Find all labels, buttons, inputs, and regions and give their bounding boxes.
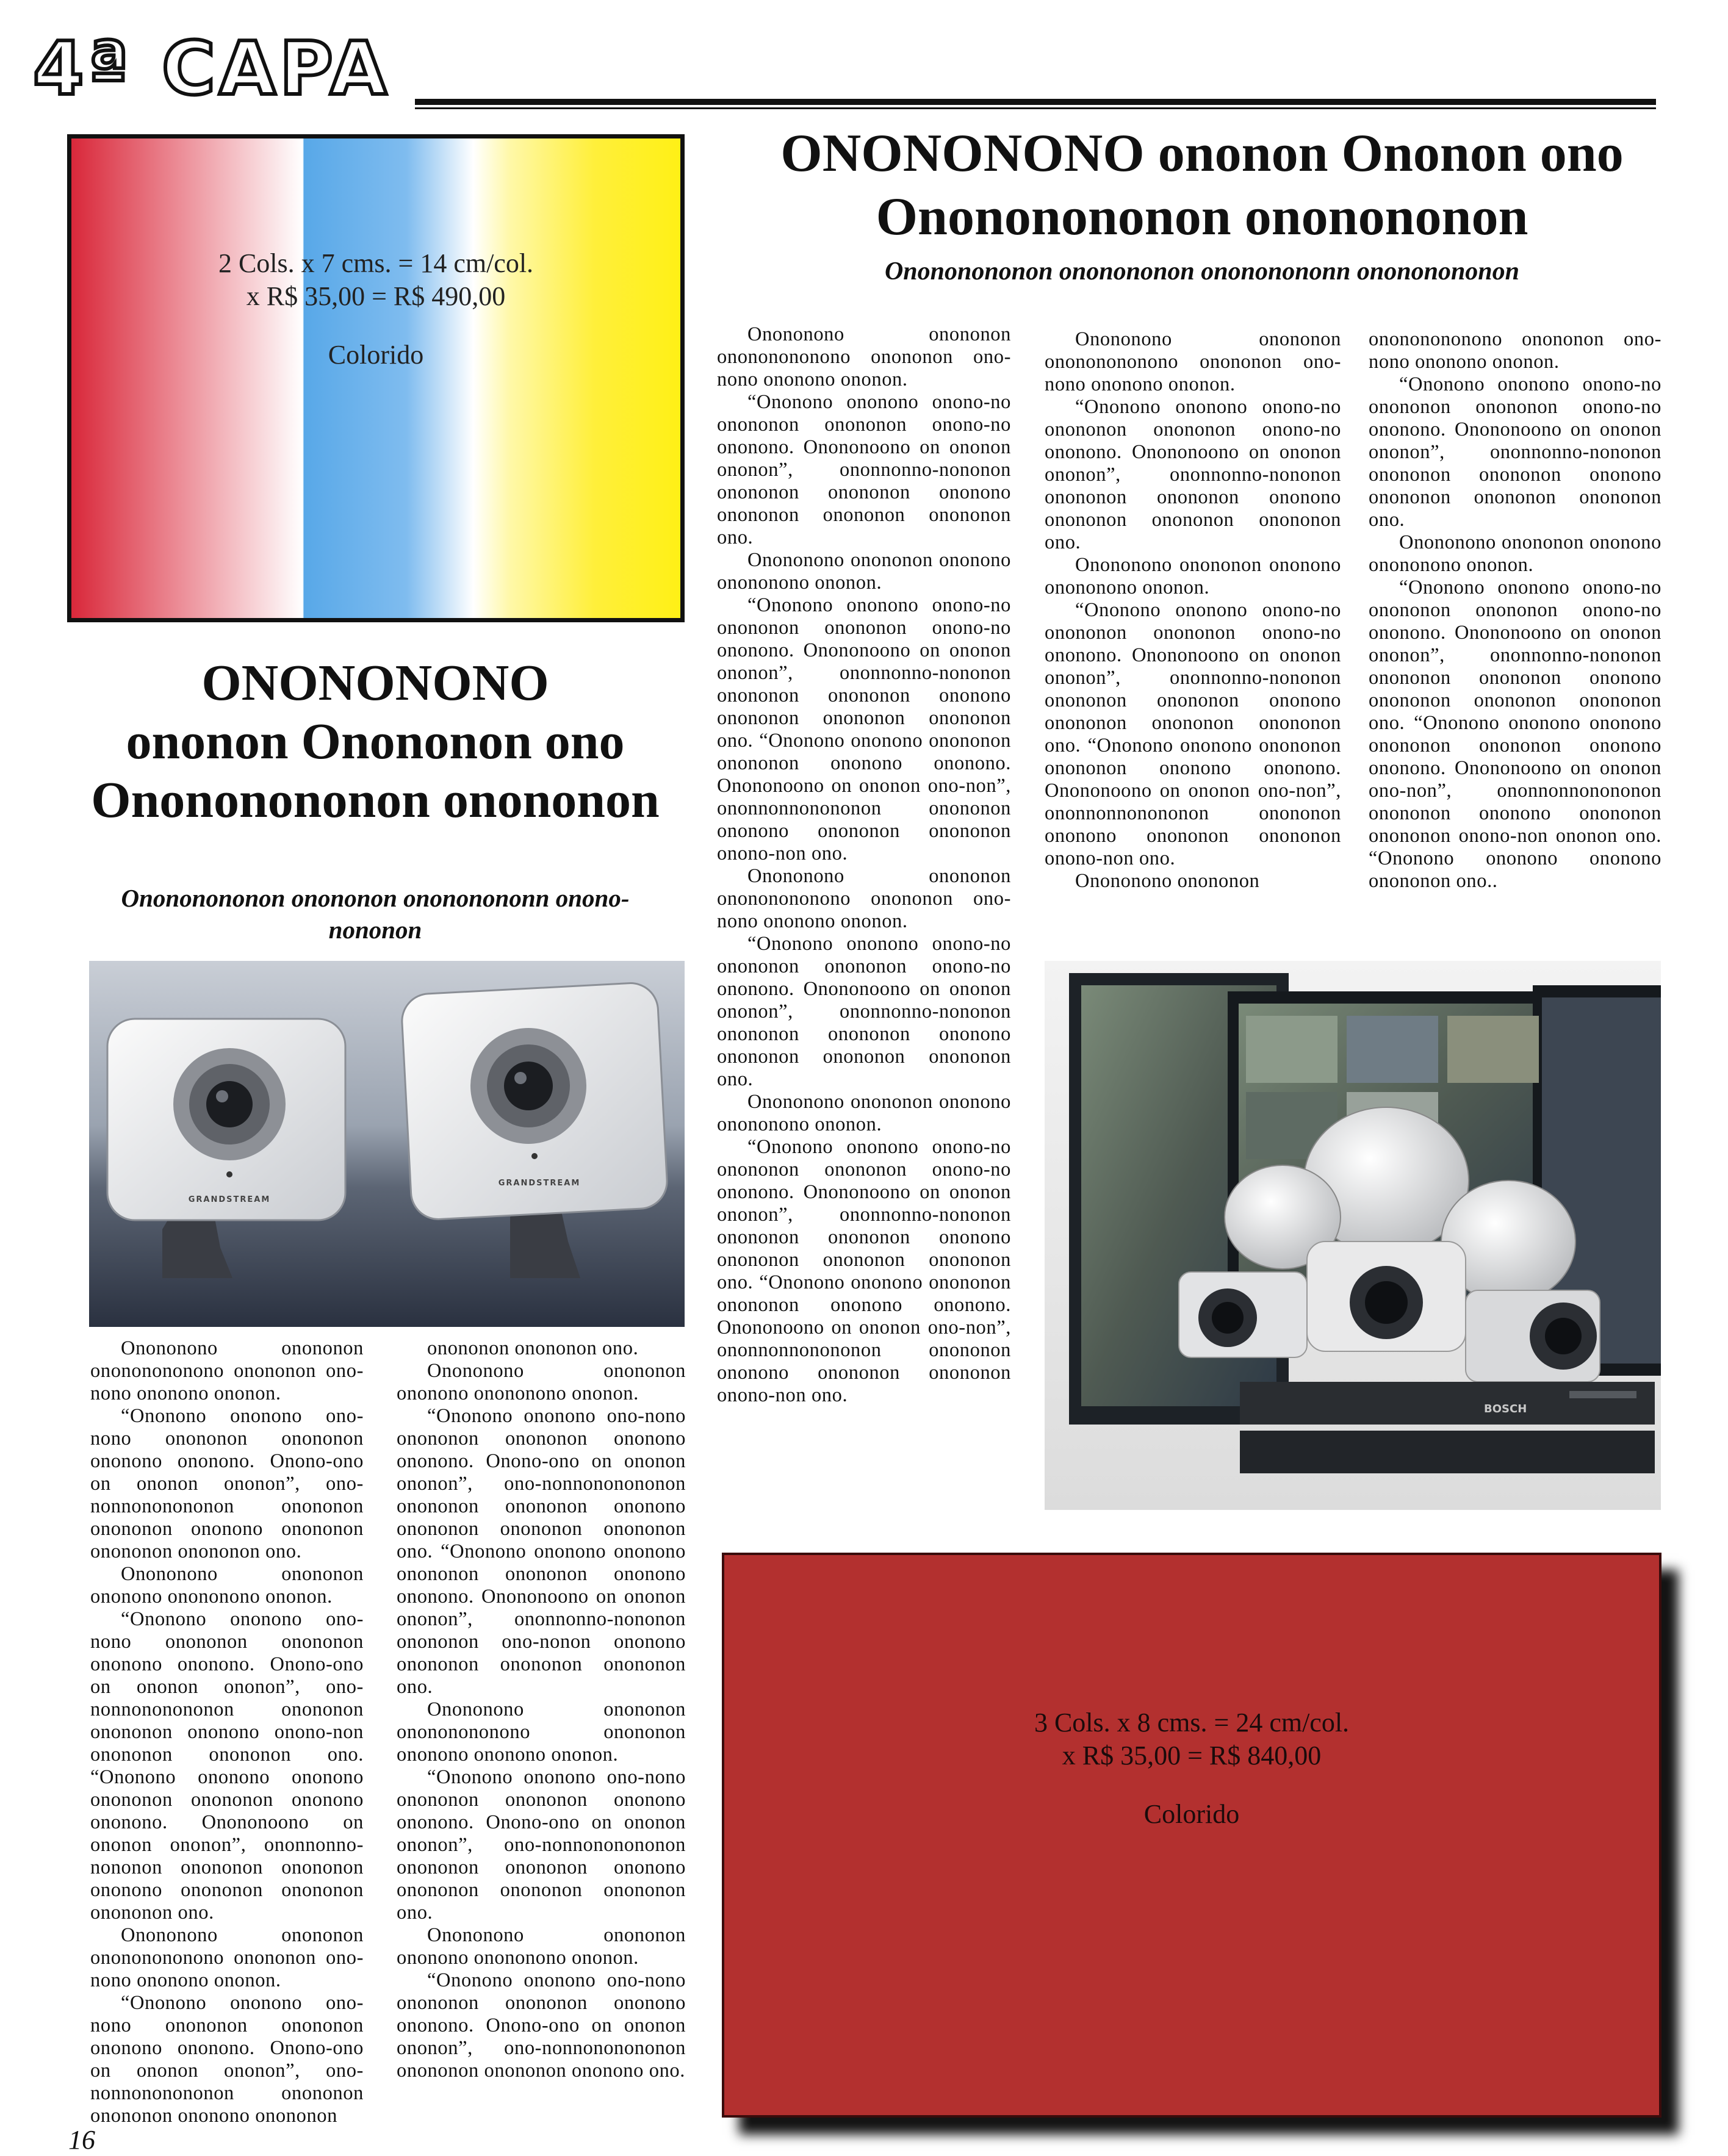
- subtitle-line: Onononononon onononon onononononn onono-: [121, 884, 630, 912]
- article-headline-right: [720, 122, 1684, 249]
- paragraph: Onononono onononon: [1075, 870, 1260, 892]
- headline-line: Onononononon ononononon: [876, 187, 1528, 246]
- paragraph: “Ononono ononono onono-no onononon onononon onono-no ononono. Onononoono on ononon ononon”, ononnonno-nononon onononon onononon ononono onononon onononon onononon ono.: [1369, 373, 1661, 531]
- paragraph: “Ononono ononono ono-nono onononon onononon ononono ononono. Onono-ono on ononon ononon”, ono-nonnononononon onononon onononon ononono ono.: [397, 1969, 686, 2082]
- ad-size-text: 3 Cols. x 8 cms. = 24 cm/col.: [1034, 1708, 1350, 1737]
- paragraph: “Ononono ononono ono-nono onononon onononon ononono ononono. Onono-ono on ononon ononon”, ono-nonnononononon onononon onononon ononono onononon onononon onononon ono.: [90, 1405, 364, 1562]
- photo-webcams: [89, 961, 685, 1327]
- paragraph: “Ononono ononono onono-no onononon onononon onono-no ononono. Onononoono on ononon ononon”, ononnonno-nononon onononon onononon ononono onononon onononon onononon ono.: [1045, 396, 1341, 553]
- paragraph: onononon onononon ono.: [427, 1337, 639, 1359]
- paragraph: Onononono onononon onononononono onononon ono-nono ononono ononon.: [717, 865, 1011, 932]
- paragraph: “Ononono ononono ono-nono onononon onononon ononono ononono. Onono-ono on ononon ononon”, ono-nonnononononon onononon onononon ononono onononon onononon onononon ono.: [397, 1766, 686, 1924]
- paragraph: Onononono onononon ononono onononono ononon.: [397, 1924, 686, 1969]
- article-subtitle-right: Onononononon ononononon onononononn onononononon: [884, 257, 1520, 286]
- paragraph: Onononono onononon onononononono onononon ono-nono ononono ononon.: [717, 323, 1011, 390]
- paragraph: Onononono onononon onononononono onononon ononono ononono ononon.: [397, 1698, 686, 1766]
- ad-color-text: Colorido: [1143, 1799, 1240, 1829]
- paragraph: “Ononono ononono onono-no onononon onononon onono-no ononono. Onononoono on ononon ononon”, ononnonno-nononon onononon onononon ononono onononon onononon onononon ono. “Ononono ononono onononon onononon ononono ononono. Onononoono on ononon ono-non”, ononnonnonononon onononon ononono onononon onononon onono-non ono.: [1045, 599, 1341, 869]
- headline-line: ONONONONO: [201, 655, 549, 711]
- ad-placeholder-top: [67, 134, 685, 622]
- header-rule: [415, 99, 1656, 105]
- body-column: [90, 1337, 364, 2127]
- header-rule-thin: [415, 107, 1656, 109]
- paragraph: Onononono onononon ononono onononono ononon.: [1369, 531, 1661, 576]
- paragraph: Onononono onononon ononono onononono ononon.: [717, 1091, 1011, 1135]
- ad-placeholder-bottom: [722, 1553, 1661, 2118]
- body-column: [397, 1337, 686, 2082]
- ad-size-text: 2 Cols. x 7 cms. = 14 cm/col.: [218, 248, 534, 278]
- brand-label: GRANDSTREAM: [188, 1195, 271, 1204]
- paragraph: Onononono onononon onononononono onononon ono-nono ononono ononon.: [90, 1337, 364, 1404]
- body-column: [1369, 328, 1661, 893]
- paragraph: onononononono onononon ono-nono ononono ononon.: [1369, 328, 1661, 373]
- page-number: 16: [68, 2125, 95, 2155]
- ad-color-text: Colorido: [328, 340, 424, 370]
- paragraph: Onononono onononon onononononono onononon ono-nono ononono ononon.: [1045, 328, 1341, 395]
- body-column: [717, 323, 1011, 1407]
- brand-label: GRANDSTREAM: [498, 1179, 581, 1188]
- section-title-text: 4ª CAPA: [33, 27, 391, 112]
- paragraph: Onononono onononon ononono onononono ononon.: [397, 1360, 686, 1404]
- body-column: [1045, 328, 1341, 893]
- headline-line: Onononononon onononon: [91, 772, 660, 828]
- paragraph: “Ononono ononono ono-nono onononon onononon ononono ononono. Onono-ono on ononon ononon”, ono-nonnononononon onononon onononon ononono onononon: [90, 1992, 364, 2127]
- paragraph: Onononono onononon ononono onononono ononon.: [1045, 554, 1341, 598]
- paragraph: “Ononono ononono onono-no onononon onononon onono-no ononono. Onononoono on ononon ononon”, ononnonno-nononon onononon onononon ononono onononon onononon onononon ono. “Ononono ononono ononono onononon onononon ononono ononono. Onononoono on ononon ono-non”, ononnonnonononon onononon ononono onononon onononon onono-non ononon ono. “Ononono ononono ononono onononon ono..: [1369, 577, 1661, 892]
- headline-line: ononon Onononon ono: [126, 713, 625, 770]
- ad-price-text: x R$ 35,00 = R$ 490,00: [246, 281, 506, 311]
- paragraph: “Ononono ononono onono-no onononon onononon onono-no ononono. Onononoono on ononon ononon”, ononnonno-nononon onononon onononon ononono onononon onononon onononon ono. “Ononono ononono onononon onononon ononono ononono. Onononoono on ononon ono-non”, ononnonnonononon onononon ononono onononon onononon onono-non ono.: [717, 1136, 1011, 1406]
- paragraph: “Ononono ononono onono-no onononon onononon onono-no ononono. Onononoono on ononon ononon”, ononnonno-nononon onononon onononon ononono onononon onononon onononon ono.: [717, 391, 1011, 548]
- section-title: [31, 16, 427, 113]
- article-headline-left: [61, 654, 689, 830]
- paragraph: Onononono onononon ononono onononono ononon.: [90, 1563, 364, 1608]
- paragraph: Onononono onononon onononononono onononon ono-nono ononono ononon.: [90, 1924, 364, 1991]
- paragraph: “Ononono ononono onono-no onononon onononon onono-no ononono. Onononoono on ononon ononon”, ononnonno-nononon onononon onononon ononono onononon onononon onononon ono.: [717, 933, 1011, 1090]
- paragraph: Onononono onononon ononono onononono ononon.: [717, 549, 1011, 594]
- brand-label: BOSCH: [1484, 1403, 1527, 1415]
- paragraph: “Ononono ononono onono-no onononon onononon onono-no ononono. Onononoono on ononon ononon”, ononnonno-nononon onononon onononon ononono onononon onononon onononon ono. “Ononono ononono onononon onononon ononono ononono. Onononoono on ononon ono-non”, ononnonnonononon onononon ononono onononon onononon onono-non ono.: [717, 594, 1011, 864]
- photo-security-cameras: [1045, 961, 1661, 1510]
- paragraph: “Ononono ononono ono-nono onononon onononon ononono ononono. Onono-ono on ononon ononon”, ono-nonnononononon onononon onononon ononono onononon onononon onononon ono. “Ononono ononono ononono onononon onononon ononono ononono. Onononoono on ononon ononon”, ononnonno-nononon onononon ono-nonon ononono onononon onononon onononon ono.: [397, 1405, 686, 1698]
- subtitle-line: nononon: [328, 916, 422, 944]
- headline-line: ONONONONO ononon Ononon ono: [780, 124, 1624, 183]
- paragraph: “Ononono ononono ono-nono onononon onononon ononono ononono. Onono-ono on ononon ononon”, ono-nonnononononon onononon onononon ononono onono-non onononon onononon ono. “Ononono ononono ononono onononon onononon ononono ononono. Onononoono on ononon ononon”, ononnonno-nononon onononon onononon ononono onononon onononon onononon ono.: [90, 1608, 364, 1924]
- ad-price-text: x R$ 35,00 = R$ 840,00: [1062, 1741, 1322, 1770]
- article-subtitle-left: [61, 882, 689, 946]
